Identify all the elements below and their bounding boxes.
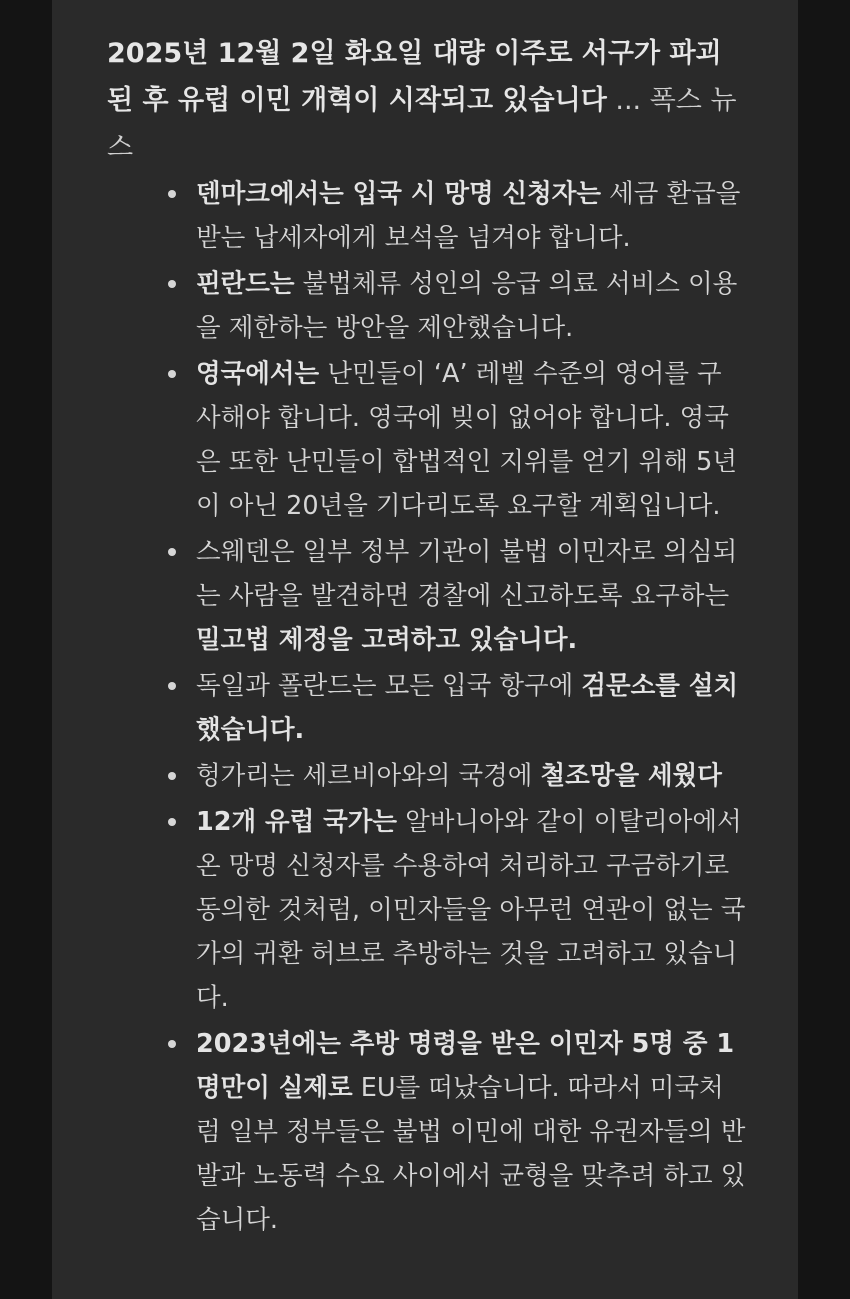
bullet-bold-text: 핀란드는 bbox=[196, 269, 295, 299]
bullet-bold-text: 철조망을 세웠다 bbox=[540, 761, 722, 791]
bullet-item-twelve-countries bbox=[166, 800, 746, 1020]
bullet-bold-text: 검문소를 설치했습니다. bbox=[196, 671, 739, 745]
bullet-item-finland bbox=[166, 262, 746, 350]
bullet-item-denmark bbox=[166, 172, 746, 260]
headline-source: ... 폭스 뉴스 bbox=[107, 85, 737, 163]
bullet-dot-icon bbox=[168, 772, 176, 780]
bullet-dot-icon bbox=[168, 370, 176, 378]
bullet-text: 세금 환급을 받는 납세자에게 보석을 넘겨야 합니다. bbox=[196, 179, 741, 253]
bullet-dot-icon bbox=[168, 190, 176, 198]
article-headline bbox=[107, 30, 747, 171]
bullet-text: EU를 떠났습니다. 따라서 미국처럼 일부 정부들은 불법 이민에 대한 유권자들의 반발과 노동력 수요 사이에서 균형을 맞추려 하고 있습니다. bbox=[196, 1073, 746, 1235]
bullet-text: 스웨덴은 일부 정부 기관이 불법 이민자로 의심되는 사람을 발견하면 경찰에 신고하도록 요구하는 bbox=[196, 537, 738, 611]
headline-text: 2025년 12월 2일 화요일 대량 이주로 서구가 파괴된 후 유럽 이민 개혁이 시작되고 있습니다 bbox=[107, 38, 722, 116]
bullet-dot-icon bbox=[168, 682, 176, 690]
bullet-dot-icon bbox=[168, 818, 176, 826]
bullet-text: 알바니아와 같이 이탈리아에서 온 망명 신청자를 수용하여 처리하고 구금하기로 동의한 것처럼, 이민자들을 아무런 연관이 없는 국가의 귀환 허브로 추방하는 것을 고려하고 있습니다. bbox=[196, 807, 746, 1013]
bullet-item-hungary bbox=[166, 754, 746, 798]
bullet-item-sweden bbox=[166, 530, 746, 662]
bullet-item-uk bbox=[166, 352, 746, 528]
bullet-text: 헝가리는 세르비아와의 국경에 bbox=[196, 761, 541, 791]
bullet-dot-icon bbox=[168, 548, 176, 556]
bullet-bold-text: 12개 유럽 국가는 bbox=[196, 807, 398, 837]
bullet-item-2023 bbox=[166, 1022, 746, 1242]
bullet-text: 난민들이 ‘A’ 레벨 수준의 영어를 구사해야 합니다. 영국에 빚이 없어야 합니다. 영국은 또한 난민들이 합법적인 지위를 얻기 위해 5년이 아닌 20년을 기다리도록 요구할 계획입니다. bbox=[196, 359, 737, 521]
bullet-dot-icon bbox=[168, 280, 176, 288]
bullet-bold-text: 영국에서는 bbox=[196, 359, 320, 389]
bullet-bold-text: 밀고법 제정을 고려하고 있습니다. bbox=[196, 625, 578, 655]
bullet-dot-icon bbox=[168, 1040, 176, 1048]
bullet-text: 불법체류 성인의 응급 의료 서비스 이용 을 제한하는 방안을 제안했습니다. bbox=[196, 269, 738, 343]
bullet-text: 독일과 폴란드는 모든 입국 항구에 bbox=[196, 671, 582, 701]
bullet-list bbox=[166, 172, 746, 1244]
bullet-item-germany-poland bbox=[166, 664, 746, 752]
bullet-bold-text: 2023년에는 추방 명령을 받은 이민자 5명 중 1명만이 실제로 bbox=[196, 1029, 735, 1103]
bullet-bold-text: 덴마크에서는 입국 시 망명 신청자는 bbox=[196, 179, 602, 209]
